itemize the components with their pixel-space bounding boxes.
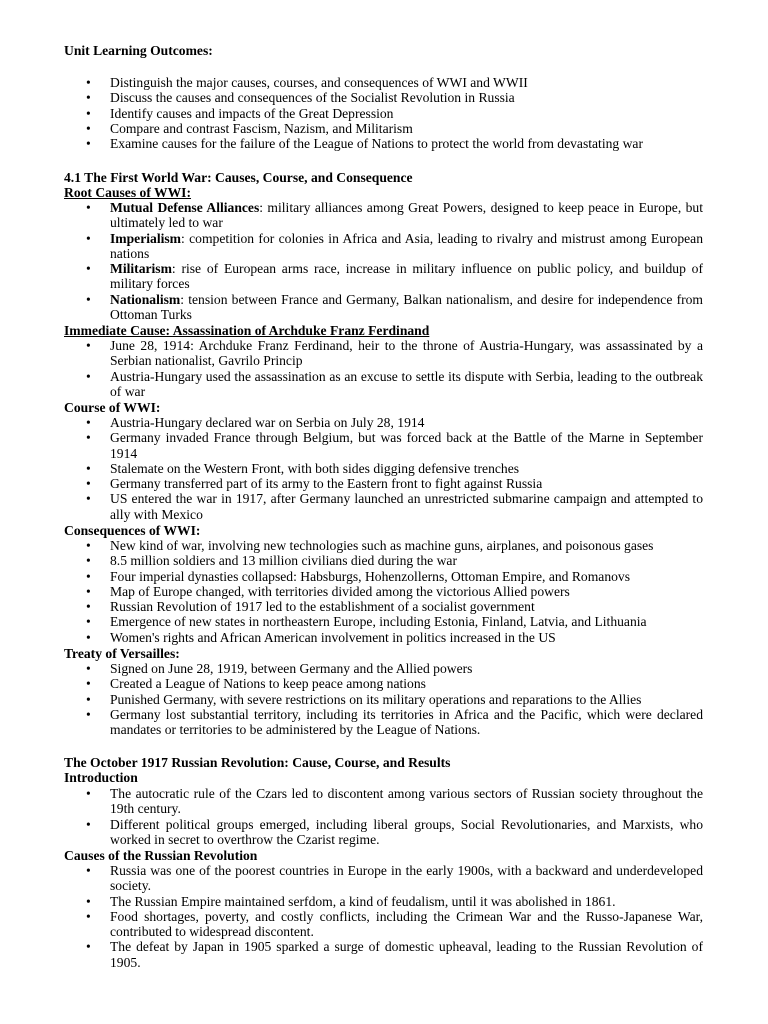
term: Militarism <box>110 261 172 277</box>
list-item: • Russian Revolution of 1917 led to the establishment of a socialist government <box>64 599 703 614</box>
list-item: • Map of Europe changed, with territories divided among the victorious Allied powers <box>64 584 703 599</box>
consequences-list <box>64 538 703 645</box>
list-item: • Compare and contrast Fascism, Nazism, and Militarism <box>64 121 703 136</box>
outcomes-heading: Unit Learning Outcomes: <box>64 43 213 58</box>
definition: : rise of European arms race, increase in military influence on public policy, and buildup of military forces <box>110 261 703 292</box>
list-item: • Russia was one of the poorest countries in Europe in the early 1900s, with a backward and underdeveloped society. <box>64 863 703 894</box>
wwi-section-title: 4.1 The First World War: Causes, Course, and Consequence <box>64 170 413 185</box>
root-causes-heading: Root Causes of WWI: <box>64 185 192 200</box>
causes-list <box>64 863 703 970</box>
list-item: • Four imperial dynasties collapsed: Habsburgs, Hohenzollerns, Ottoman Empire, and Romanovs <box>64 569 703 584</box>
list-item: • Different political groups emerged, including liberal groups, Social Revolutionaries, and Marxists, who worked in secret to overthrow the Czarist regime. <box>64 817 703 848</box>
definition: : tension between France and Germany, Balkan nationalism, and desire for independence from Ottoman Turks <box>110 291 703 323</box>
list-item: • 8.5 million soldiers and 13 million civilians died during the war <box>64 553 703 568</box>
term: Nationalism <box>110 291 181 307</box>
list-item: • Austria-Hungary used the assassination as an excuse to settle its dispute with Serbia, leading to the outbreak of war <box>64 369 703 400</box>
list-item: • US entered the war in 1917, after Germany launched an unrestricted submarine campaign and attempted to ally with Mexico <box>64 491 703 522</box>
introduction-heading: Introduction <box>64 770 138 785</box>
list-item: • Punished Germany, with severe restrictions on its military operations and reparations to the Allies <box>64 692 703 707</box>
course-heading: Course of WWI: <box>64 400 161 415</box>
list-item: • New kind of war, involving new technologies such as machine guns, airplanes, and poisonous gases <box>64 538 703 553</box>
list-item: • Germany transferred part of its army to the Eastern front to fight against Russia <box>64 476 703 491</box>
list-item <box>64 292 703 323</box>
list-item: • Emergence of new states in northeastern Europe, including Estonia, Finland, Latvia, and Lithuania <box>64 614 703 629</box>
term: Imperialism <box>110 230 181 246</box>
list-item: • Women's rights and African American involvement in politics increased in the US <box>64 630 703 645</box>
definition: : military alliances among Great Powers, designed to keep peace in Europe, but ultimately led to war <box>110 200 703 231</box>
immediate-cause-list <box>64 338 703 399</box>
term: Mutual Defense Alliances <box>110 200 260 215</box>
causes-heading: Causes of the Russian Revolution <box>64 848 258 863</box>
immediate-cause-heading: Immediate Cause: Assassination of Archduke Franz Ferdinand <box>64 323 430 338</box>
list-item: • Discuss the causes and consequences of the Socialist Revolution in Russia <box>64 90 703 105</box>
list-item: • The Russian Empire maintained serfdom, a kind of feudalism, until it was abolished in 1861. <box>64 894 703 909</box>
consequences-heading: Consequences of WWI: <box>64 523 201 538</box>
introduction-list <box>64 786 703 847</box>
list-item: • Signed on June 28, 1919, between Germany and the Allied powers <box>64 661 703 676</box>
list-item: • June 28, 1914: Archduke Franz Ferdinand, heir to the throne of Austria-Hungary, was assassinated by a Serbian nationalist, Gavrilo Princip <box>64 338 703 369</box>
course-list <box>64 415 703 522</box>
list-item <box>64 261 703 292</box>
list-item: • Food shortages, poverty, and costly conflicts, including the Crimean War and the Russo-Japanese War, contributed to widespread discontent. <box>64 909 703 940</box>
definition: : competition for colonies in Africa and Asia, leading to rivalry and mistrust among European nations <box>110 230 703 261</box>
list-item <box>64 231 703 262</box>
treaty-heading: Treaty of Versailles: <box>64 646 180 661</box>
root-causes-list <box>64 200 703 322</box>
list-item: • Distinguish the major causes, courses, and consequences of WWI and WWII <box>64 75 703 90</box>
outcomes-list <box>64 75 703 151</box>
list-item: • Examine causes for the failure of the League of Nations to protect the world from devastating war <box>64 136 703 151</box>
treaty-list <box>64 661 703 737</box>
list-item: • Germany invaded France through Belgium, but was forced back at the Battle of the Marne in September 1914 <box>64 430 703 461</box>
list-item: • Created a League of Nations to keep peace among nations <box>64 676 703 691</box>
list-item <box>64 200 703 231</box>
list-item: • Identify causes and impacts of the Great Depression <box>64 106 703 121</box>
list-item: • Stalemate on the Western Front, with both sides digging defensive trenches <box>64 461 703 476</box>
list-item: • Austria-Hungary declared war on Serbia on July 28, 1914 <box>64 415 703 430</box>
list-item: • The defeat by Japan in 1905 sparked a surge of domestic upheaval, leading to the Russian Revolution of 1905. <box>64 939 703 970</box>
russia-section-title: The October 1917 Russian Revolution: Cause, Course, and Results <box>64 755 451 770</box>
list-item: • Germany lost substantial territory, including its territories in Africa and the Pacific, which were declared mandates or territories to be administered by the League of Nations. <box>64 707 703 738</box>
list-item: • The autocratic rule of the Czars led to discontent among various sectors of Russian society throughout the 19th century. <box>64 786 703 817</box>
